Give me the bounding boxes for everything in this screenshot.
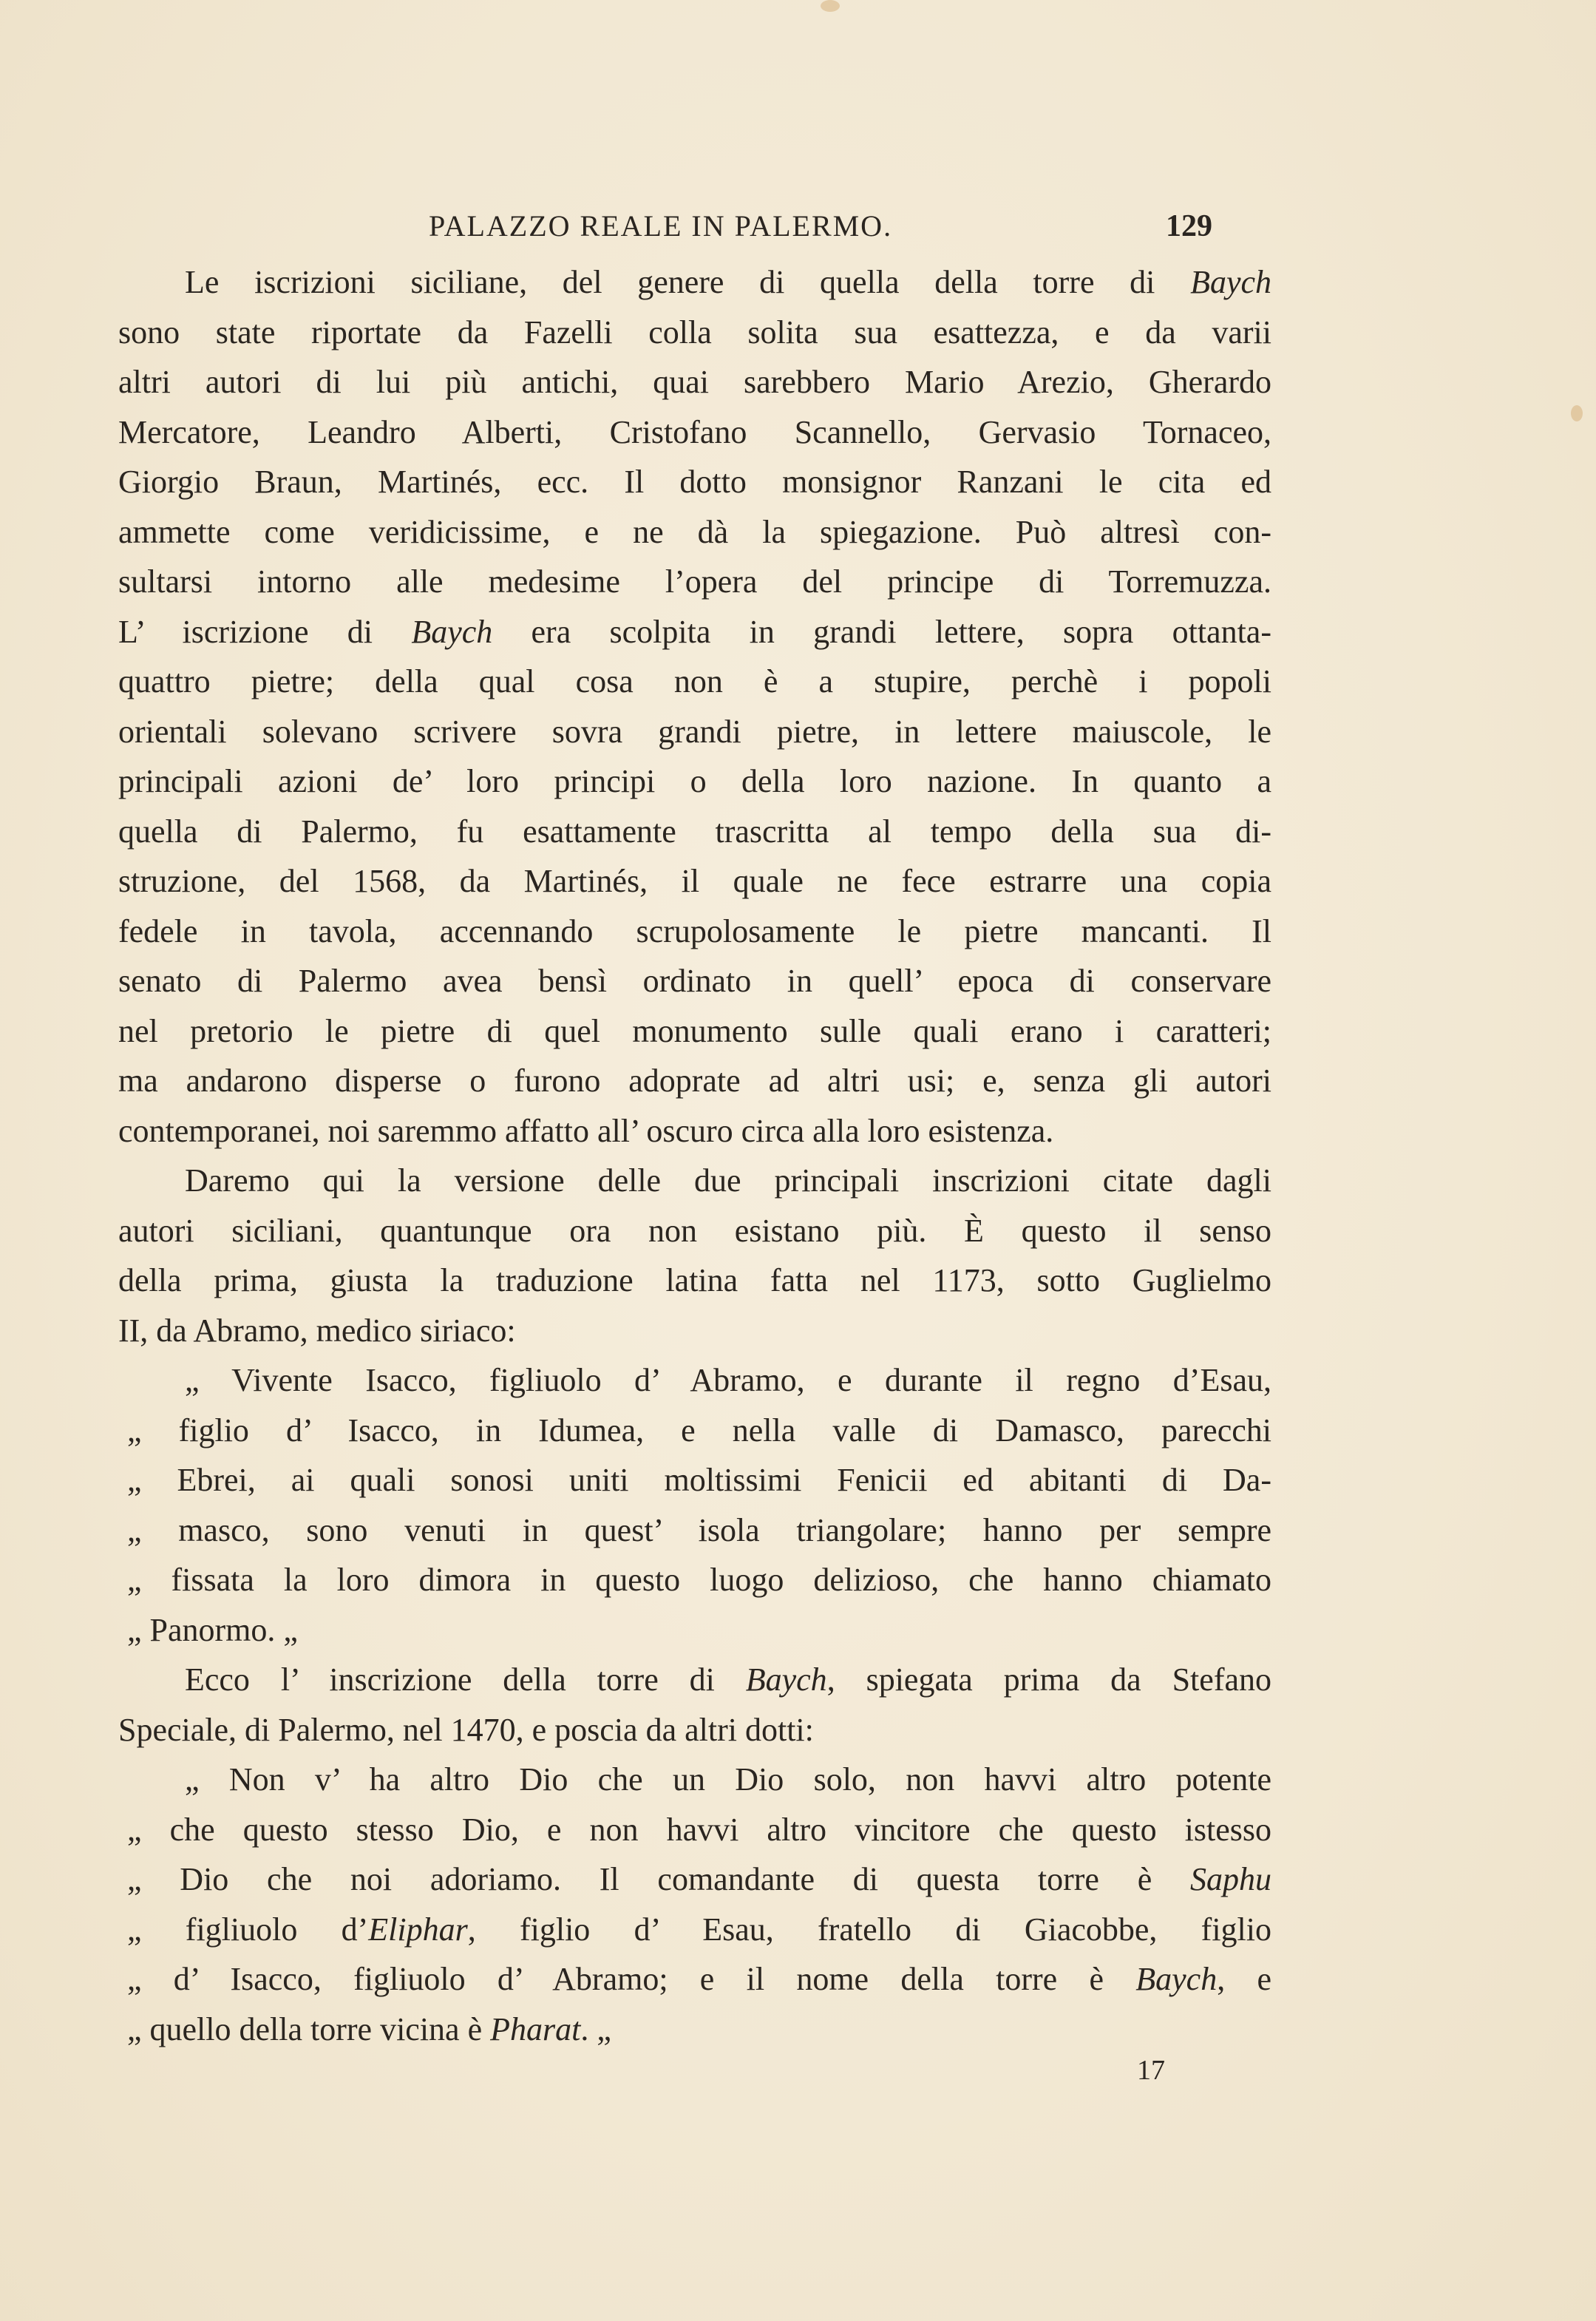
text-segment: Le iscrizioni siciliane, del genere di quella della torre di (185, 264, 1191, 300)
text-segment: Ecco l’ inscrizione della torre di (185, 1661, 746, 1698)
text-line (118, 1555, 1271, 1605)
text-segment: . „ (580, 2010, 611, 2047)
page-number: 129 (1166, 209, 1212, 243)
italic-name: Baych (1190, 264, 1271, 300)
text-line (118, 1156, 1271, 1206)
text-line (118, 1056, 1271, 1106)
text-segment: , figlio d’ Esau, fratello di Giacobbe, figlio (467, 1911, 1271, 1948)
text-segment: contemporanei, noi saremmo affatto all’ oscuro circa alla loro esistenza. (118, 1112, 1054, 1149)
text-line (118, 907, 1271, 957)
text-segment: „ figliuolo d’ (127, 1911, 369, 1948)
text-segment: „ Panormo. „ (127, 1611, 298, 1648)
text-line (118, 1655, 1271, 1705)
text-line (118, 657, 1271, 707)
italic-name: Saphu (1190, 1861, 1271, 1897)
text-line (118, 1505, 1271, 1556)
signature-mark: 17 (1137, 2055, 1165, 2086)
text-segment: „ Dio che noi adoriamo. Il comandante di questa torre è (127, 1861, 1190, 1897)
text-line (118, 1605, 1271, 1656)
text-segment: „ d’ Isacco, figliuolo d’ Abramo; e il nome della torre è (127, 1961, 1136, 1997)
foxing-spot (1571, 405, 1583, 421)
text-segment: Giorgio Braun, Martinés, ecc. Il dotto monsignor Ranzani le cita ed (118, 464, 1271, 500)
text-line (118, 1106, 1271, 1156)
text-line (118, 457, 1271, 507)
text-segment: Mercatore, Leandro Alberti, Cristofano Scannello, Gervasio Tornaceo, (118, 413, 1271, 450)
foxing-spot (821, 0, 840, 12)
text-line (118, 308, 1271, 358)
text-segment: autori siciliani, quantunque ora non esistano più. È questo il senso (118, 1212, 1271, 1249)
italic-name: Baych (745, 1661, 827, 1698)
text-line (118, 407, 1271, 458)
text-segment: Daremo qui la versione delle due principali inscrizioni citate dagli (185, 1162, 1271, 1199)
text-line (118, 2005, 1271, 2055)
text-segment: sultarsi intorno alle medesime l’opera del principe di Torremuzza. (118, 563, 1271, 600)
text-segment: principali azioni de’ loro principi o della loro nazione. In quanto a (118, 763, 1271, 799)
text-segment: orientali solevano scrivere sovra grandi pietre, in lettere maiuscole, le (118, 713, 1271, 750)
italic-name: Pharat (490, 2010, 581, 2047)
text-segment: II, da Abramo, medico siriaco: (118, 1312, 516, 1349)
text-line (118, 856, 1271, 907)
italic-name: Eliphar (368, 1911, 468, 1948)
text-segment: struzione, del 1568, da Martinés, il quale ne fece estrarre una copia (118, 863, 1271, 899)
text-segment: altri autori di lui più antichi, quai sarebbero Mario Arezio, Gherardo (118, 364, 1271, 400)
text-segment: , spiegata prima da Stefano (826, 1661, 1271, 1698)
text-line (118, 1455, 1271, 1505)
text-segment: quattro pietre; della qual cosa non è a stupire, perchè i popoli (118, 663, 1271, 699)
text-segment: era scolpita in grandi lettere, sopra ottanta- (492, 613, 1271, 650)
text-line (118, 507, 1271, 558)
text-line (118, 357, 1271, 407)
italic-name: Baych (1135, 1961, 1218, 1997)
text-line (118, 1954, 1271, 2005)
text-segment: „ quello della torre vicina è (127, 2010, 491, 2047)
body-text (118, 257, 1271, 2054)
text-line (118, 756, 1271, 807)
text-segment: nel pretorio le pietre di quel monumento sulle quali erano i caratteri; (118, 1012, 1271, 1049)
text-line (118, 1805, 1271, 1855)
text-line (118, 1256, 1271, 1306)
text-line (118, 1006, 1271, 1057)
text-line (118, 1705, 1271, 1755)
text-segment: „ Ebrei, ai quali sonosi uniti moltissimi Fenicii ed abitanti di Da- (127, 1462, 1271, 1498)
text-line (118, 1206, 1271, 1256)
text-segment: „ masco, sono venuti in quest’ isola triangolare; hanno per sempre (127, 1511, 1271, 1548)
text-line (118, 557, 1271, 607)
text-line (118, 1406, 1271, 1456)
text-line (118, 1355, 1271, 1406)
text-segment: L’ iscrizione di (118, 613, 412, 650)
text-line (118, 707, 1271, 757)
text-segment: senato di Palermo avea bensì ordinato in quell’ epoca di conservare (118, 963, 1271, 999)
text-segment: Speciale, di Palermo, nel 1470, e poscia da altri dotti: (118, 1711, 814, 1748)
text-segment: „ fissata la loro dimora in questo luogo delizioso, che hanno chiamato (127, 1562, 1271, 1598)
text-segment: fedele in tavola, accennando scrupolosamente le pietre mancanti. Il (118, 912, 1271, 949)
text-segment: quella di Palermo, fu esattamente trascritta al tempo della sua di- (118, 813, 1271, 850)
text-segment: ma andarono disperse o furono adoprate ad altri usi; e, senza gli autori (118, 1063, 1271, 1099)
text-line (118, 807, 1271, 857)
text-line (118, 607, 1271, 657)
page-header-title: PALAZZO REALE IN PALERMO. (429, 209, 893, 243)
text-segment: sono state riportate da Fazelli colla solita sua esattezza, e da varii (118, 314, 1271, 350)
text-line (118, 1306, 1271, 1356)
running-head (429, 209, 1212, 253)
text-segment: ammette come veridicissime, e ne dà la spiegazione. Può altresì con- (118, 513, 1271, 550)
text-segment: „ figlio d’ Isacco, in Idumea, e nella valle di Damasco, parecchi (127, 1412, 1271, 1448)
text-segment: „ che questo stesso Dio, e non havvi altro vincitore che questo istesso (127, 1811, 1271, 1848)
text-segment: „ Non v’ ha altro Dio che un Dio solo, non havvi altro potente (185, 1761, 1271, 1797)
text-segment: della prima, giusta la traduzione latina fatta nel 1173, sotto Guglielmo (118, 1262, 1271, 1298)
text-segment: „ Vivente Isacco, figliuolo d’ Abramo, e durante il regno d’Esau, (185, 1362, 1271, 1398)
text-line (118, 1854, 1271, 1905)
italic-name: Baych (411, 613, 493, 650)
text-segment: , e (1217, 1961, 1272, 1997)
text-line (118, 1755, 1271, 1805)
text-line (118, 1905, 1271, 1955)
text-line (118, 956, 1271, 1006)
text-line (118, 257, 1271, 308)
